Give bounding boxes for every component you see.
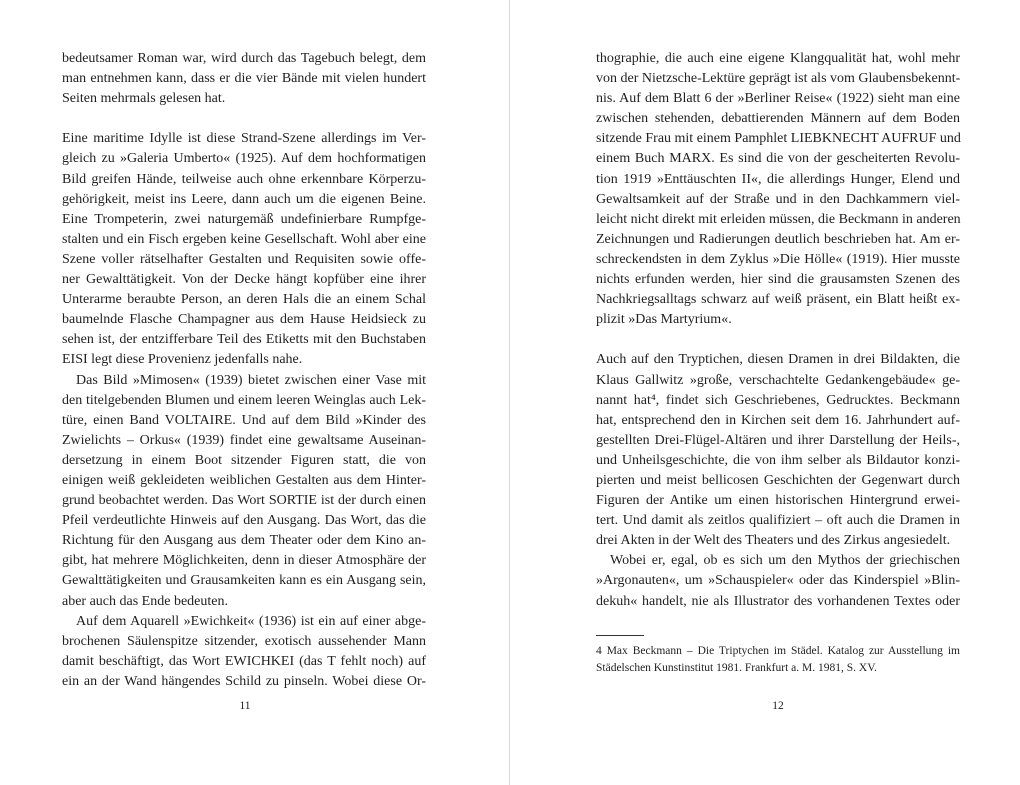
text-line: thographie, die auch eine eigene Klangqualität hat, wohl mehr [596,51,960,66]
text-line: hat, entsprechend den in Kirchen seit dem 16. Jahrhundert auf- [596,412,960,428]
text-line: türe, einen Band VOLTAIRE. Und auf dem Bild »Kinder des [62,412,426,428]
text-line: nis. Auf dem Blatt 6 der »Berliner Reise« (1922) sieht man eine [596,91,960,107]
footnote-rule [596,635,644,636]
right-page-text [596,49,960,612]
text-line: Das Bild »Mimosen« (1939) bietet zwischen einer Vase mit [76,372,426,388]
left-page-text [62,49,426,692]
text-line: dersetzung in einem Boot sitzender Figuren statt, die von [62,452,426,468]
text-line: und Unheilsgeschichte, die von ihm selber als Bildautor konzi- [596,452,960,468]
text-line: grund beobachtet werden. Das Wort SORTIE ist der durch einen [62,493,426,509]
text-line: Gewalttätigkeiten und Grausamkeiten kann es ein Ausgang sein, [62,573,426,589]
text-line: »Argonauten«, um »Schauspieler« oder das Kinderspiel »Blin- [596,573,960,589]
footnote [596,643,960,677]
text-line: EISI legt diese Provenienz jedenfalls nahe. [62,352,303,368]
page-number: 11 [239,700,251,712]
right-page [510,0,1020,785]
text-line: schreckendsten in dem Zyklus »Die Hölle« (1919). Hier musste [596,251,960,267]
text-line: einigen weiß gekleideten weiblichen Gestalten aus dem Hinter- [62,472,426,488]
text-line: aber auch das Ende bedeuten. [62,593,228,609]
text-line: sitzende Frau mit einem Pamphlet LIEBKNECHT AUFRUF und [596,131,961,147]
paragraph-gap [62,109,426,129]
text-line: Figuren der Antike um einen historischen Hintergrund erwei- [596,493,960,509]
text-line: gehörigkeit, meist ins Leere, dann auch um die eigenen Beine. [62,191,426,207]
left-page [0,0,509,785]
text-line: den titelgebenden Blumen und einem leeren Weinglas auch Lek- [62,392,426,408]
text-line: damit beschäftigt, das Wort EWICHKEI (das T fehlt noch) auf [62,653,426,669]
text-line: Zwielichts – Orkus« (1939) findet eine gewaltsame Auseinan- [62,432,426,448]
footnote-line: 4 Max Beckmann – Die Triptychen im Städel. Katalog zur Ausstellung im [596,645,960,657]
text-line: Wobei er, egal, ob es sich um den Mythos der griechischen [610,553,960,569]
text-line: tert. Und damit als zeitlos qualifiziert – oft auch die Dramen in [596,513,960,529]
paragraph-gap [596,330,960,350]
text-line: sehen ist, der entzifferbare Teil des Etiketts mit den Buchstaben [62,332,426,348]
text-line: pierten und meist bellicosen Geschichten der Gegenwart durch [596,472,960,488]
text-line: Szene voller rätselhafter Gestalten und Requisiten sowie offe- [62,251,426,267]
text-line: ner Gewalttätigkeit. Von der Decke hängt kopfüber eine ihrer [62,272,426,288]
text-line: gestellten Drei-Flügel-Altären und ihrer Darstellung der Heils-, [596,432,960,448]
text-line: einem Buch MARX. Es sind die von der gescheiterten Revolu- [596,151,960,167]
text-line: drei Akten in der Welt des Theaters und des Zirkus angesiedelt. [596,533,951,549]
text-line: plizit »Das Martyrium«. [596,312,732,328]
text-line: ein an der Wand hängendes Schild zu pinseln. Wobei diese Or- [62,673,426,689]
text-line: stalten und ein Fisch ergeben keine Gesellschaft. Wohl aber eine [62,231,426,247]
text-line: Eine Trompeterin, zwei naturgemäß undefinierbare Rumpfge- [62,211,426,227]
text-line: Richtung für den Ausgang aus dem Theater oder dem Kino an- [62,533,426,549]
text-line: Auf dem Aquarell »Ewichkeit« (1936) ist ein auf einer abge- [76,613,426,629]
text-line: Eine maritime Idylle ist diese Strand-Szene allerdings im Ver- [62,131,426,147]
page-number: 12 [772,700,784,712]
text-line: nichts erfunden werden, hier sind die grausamsten Szenen des [596,272,960,288]
text-line: gibt, hat mehrere Möglichkeiten, denn in dieser Atmosphäre der [62,553,426,569]
text-line: tion 1919 »Enttäuschten II«, die allerdings Hunger, Elend und [596,171,960,187]
text-line: brochenen Säulenspitze sitzender, exotisch aussehender Mann [62,633,426,649]
text-line: Gewaltsamkeit auf der Straße und in den Dachkammern viel- [596,191,960,207]
text-line: dekuh« handelt, nie als Illustrator des vorhandenen Textes oder [596,593,960,609]
text-line: von der Nietzsche-Lektüre geprägt ist als vom Glaubensbekennt- [596,71,961,87]
text-line: Auch auf den Tryptichen, diesen Dramen in drei Bildakten, die [596,352,960,368]
text-line: Nachkriegsalltags schwarz auf weiß präsent, ein Blatt heißt ex- [596,292,960,308]
text-line: baumelnde Flasche Champagner aus dem Hause Heidsieck zu [62,312,426,328]
text-line: zwischen stehenden, debattierenden Männern auf dem Boden [596,111,960,127]
text-line: nannt hat⁴, findet sich Geschriebenes, Gedrucktes. Beckmann [596,392,960,408]
text-line: man entnehmen kann, dass er die vier Bände mit vielen hundert [62,71,426,87]
text-line: Unterarme beraubte Person, an deren Hals die an einem Schal [62,292,426,308]
text-line: Seiten mehrmals gelesen hat. [62,91,226,107]
text-line: Bild greifen Hände, teilweise auch ohne erkennbare Körperzu- [62,171,426,187]
text-line: Pfeil verdeutlichte Hinweis auf den Ausgang. Das Wort, das die [62,513,426,529]
text-line: leicht nicht direkt mit erleiden müssen, die Beckmann in anderen [596,211,961,227]
text-line: Zeichnungen und Radierungen deutlich beschrieben hat. Am er- [596,231,960,247]
text-line: Klaus Gallwitz »große, verschachtelte Gedankengebäude« ge- [596,372,960,388]
text-line: gleich zu »Galeria Umberto« (1925). Auf dem hochformatigen [62,151,426,167]
footnote-line: Städelschen Kunstinstitut 1981. Frankfurt a. M. 1981, S. XV. [596,662,877,674]
text-line: bedeutsamer Roman war, wird durch das Tagebuch belegt, dem [62,51,426,66]
